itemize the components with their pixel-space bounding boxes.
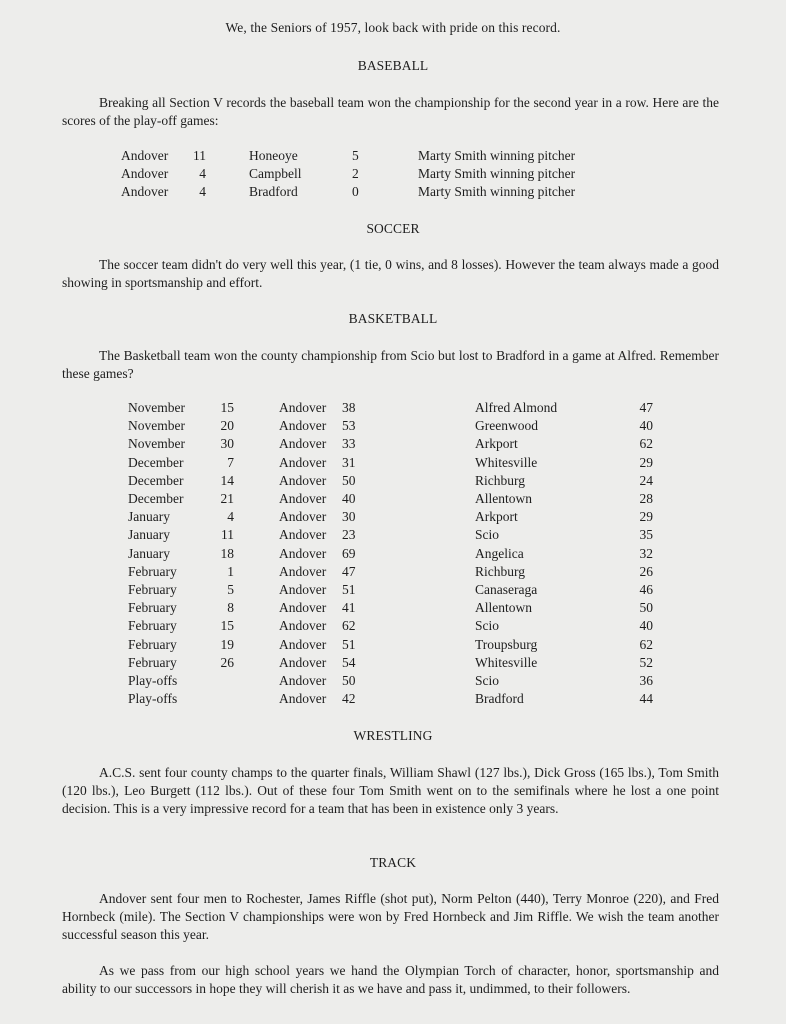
cell-opp-score: 50 (639, 600, 653, 616)
cell-opp-score: 36 (639, 673, 653, 688)
cell-day: 7 (227, 454, 234, 470)
cell-opponent: Scio (475, 618, 500, 634)
cell-score: 51 (342, 636, 356, 652)
cell-score: 41 (342, 600, 356, 616)
cell-team: Andover (279, 472, 327, 488)
cell-score: 38 (342, 400, 356, 415)
cell-day: 18 (220, 545, 234, 561)
cell-day: 4 (227, 509, 234, 525)
cell-opponent: Alfred Almond (475, 400, 558, 415)
cell-opp-score: 52 (639, 654, 653, 670)
cell-month: January (128, 509, 170, 525)
cell-opp-score: 29 (639, 509, 653, 525)
baseball-scores-table: Andover 11 Honeoye 5 Marty Smith winning pitcher Andover 4 Campbell 2 Marty Smith winning pitcher Andover 4 Bradford 0 Marty Smith winning pitcher (121, 148, 576, 199)
cell-opp-score: 40 (639, 618, 653, 634)
basketball-scores-table (128, 400, 658, 710)
closing-paragraph: As we pass from our high school years we hand the Olympian Torch of character, honor, sportsmanship and ability to our successors in hope they will cherish it as we have and pass it, undimmed, to their followers. (62, 963, 719, 996)
cell-score: 50 (342, 673, 356, 688)
cell-opponent: Arkport (475, 509, 518, 525)
cell-month: January (128, 527, 170, 543)
cell-team: Andover (279, 509, 327, 525)
cell-opp-score: 28 (639, 491, 653, 506)
cell-month: Play-offs (128, 691, 178, 707)
cell-month: November (128, 436, 185, 452)
cell-score: 50 (342, 472, 356, 488)
cell-score: 54 (342, 654, 356, 670)
cell-score: 53 (342, 418, 356, 434)
cell-day: 8 (227, 600, 234, 616)
cell-opp-score: 44 (639, 691, 653, 707)
cell-team: Andover (279, 582, 327, 597)
cell-score: 33 (342, 436, 356, 452)
cell-month: Play-offs (128, 673, 178, 688)
cell-opp-score: 29 (639, 454, 653, 470)
cell-score: 51 (342, 582, 356, 597)
cell-month: December (128, 454, 184, 470)
cell-team: Andover (279, 436, 327, 452)
wrestling-heading: WRESTLING (353, 728, 433, 743)
cell-opponent: Allentown (475, 491, 532, 506)
track-paragraph: Andover sent four men to Rochester, James Riffle (shot put), Norm Pelton (440), Terry Monroe (220), and Fred Hornbeck (mile). The Section V championships were won by Fred Hornbeck and Jim Riffle. We wish the team another successful season this year. (62, 891, 719, 942)
cell-opponent: Whitesville (475, 454, 538, 470)
cell-month: February (128, 654, 177, 670)
cell-team: Andover (279, 527, 327, 543)
cell-opp-score: 26 (639, 563, 653, 579)
cell-opp-score: 32 (639, 545, 653, 561)
basketball-heading: BASKETBALL (348, 311, 438, 326)
cell-month: February (128, 618, 177, 634)
cell-opponent: Scio (475, 527, 500, 543)
cell-score: 30 (342, 509, 356, 525)
cell-opp-score: 35 (639, 527, 653, 543)
cell-day: 15 (220, 618, 234, 634)
intro-line: We, the Seniors of 1957, look back with pride on this record. (225, 20, 561, 35)
cell-day: 14 (220, 472, 234, 488)
cell-opp-score: 47 (639, 400, 653, 415)
soccer-paragraph: The soccer team didn't do very well this year, (1 tie, 0 wins, and 8 losses). However the team always made a good showing in sportsmanship and effort. (62, 257, 719, 290)
cell-score: 23 (342, 527, 356, 543)
cell-day: 20 (220, 418, 234, 434)
cell-team: Andover (279, 618, 327, 634)
cell-opponent: Arkport (475, 436, 518, 452)
cell-day: 5 (227, 582, 234, 597)
cell-month: December (128, 472, 184, 488)
cell-month: February (128, 582, 177, 597)
cell-opponent: Scio (475, 673, 500, 688)
baseball-heading: BASEBALL (357, 58, 429, 73)
cell-team: Andover (279, 454, 327, 470)
cell-opponent: Angelica (475, 545, 524, 561)
cell-month: February (128, 600, 177, 616)
cell-opponent: Whitesville (475, 654, 538, 670)
cell-score: 42 (342, 691, 356, 707)
cell-month: November (128, 418, 185, 434)
baseball-paragraph: Breaking all Section V records the baseball team won the championship for the second year in a row. Here are the scores of the play-off games: (62, 95, 719, 128)
wrestling-paragraph: A.C.S. sent four county champs to the quarter finals, William Shawl (127 lbs.), Dick Gross (165 lbs.), Tom Smith (120 lbs.), Leo Burgett (112 lbs.). Out of these four Tom Smith went on to the semifinals where he lost a one point decision. This is a very impressive record for a team that has been in existence only 3 years. (62, 765, 719, 816)
cell-team: Andover (279, 491, 327, 506)
cell-score: 31 (342, 454, 356, 470)
cell-day: 15 (220, 400, 234, 415)
cell-score: 62 (342, 618, 356, 634)
cell-day: 1 (227, 563, 234, 579)
cell-score: 47 (342, 563, 356, 579)
cell-day: 19 (220, 636, 234, 652)
cell-opponent: Greenwood (475, 418, 538, 434)
cell-team: Andover (279, 654, 327, 670)
cell-month: November (128, 400, 185, 415)
cell-month: December (128, 491, 184, 506)
cell-team: Andover (279, 600, 327, 616)
cell-month: February (128, 636, 177, 652)
cell-team: Andover (279, 400, 327, 415)
cell-opp-score: 40 (639, 418, 653, 434)
cell-score: 40 (342, 491, 356, 506)
cell-day: 21 (220, 491, 234, 506)
cell-day: 30 (220, 436, 234, 452)
cell-team: Andover (279, 691, 327, 707)
cell-opp-score: 24 (639, 472, 653, 488)
cell-opponent: Bradford (475, 691, 524, 707)
cell-score: 69 (342, 545, 356, 561)
cell-team: Andover (279, 418, 327, 434)
cell-opponent: Troupsburg (475, 636, 538, 652)
cell-opponent: Canaseraga (475, 582, 538, 597)
cell-opponent: Richburg (475, 563, 525, 579)
cell-team: Andover (279, 545, 327, 561)
cell-day: 11 (221, 527, 234, 543)
cell-opp-score: 46 (639, 582, 653, 597)
cell-month: January (128, 545, 170, 561)
cell-team: Andover (279, 563, 327, 579)
cell-month: February (128, 563, 177, 579)
cell-opp-score: 62 (639, 436, 653, 452)
basketball-paragraph: The Basketball team won the county championship from Scio but lost to Bradford in a game at Alfred. Remember these games? (62, 348, 719, 381)
cell-team: Andover (279, 636, 327, 652)
cell-opponent: Richburg (475, 472, 525, 488)
cell-team: Andover (279, 673, 327, 688)
cell-day: 26 (220, 654, 234, 670)
cell-opp-score: 62 (639, 636, 653, 652)
track-heading: TRACK (369, 855, 417, 870)
cell-opponent: Allentown (475, 600, 532, 616)
soccer-heading: SOCCER (366, 221, 420, 236)
